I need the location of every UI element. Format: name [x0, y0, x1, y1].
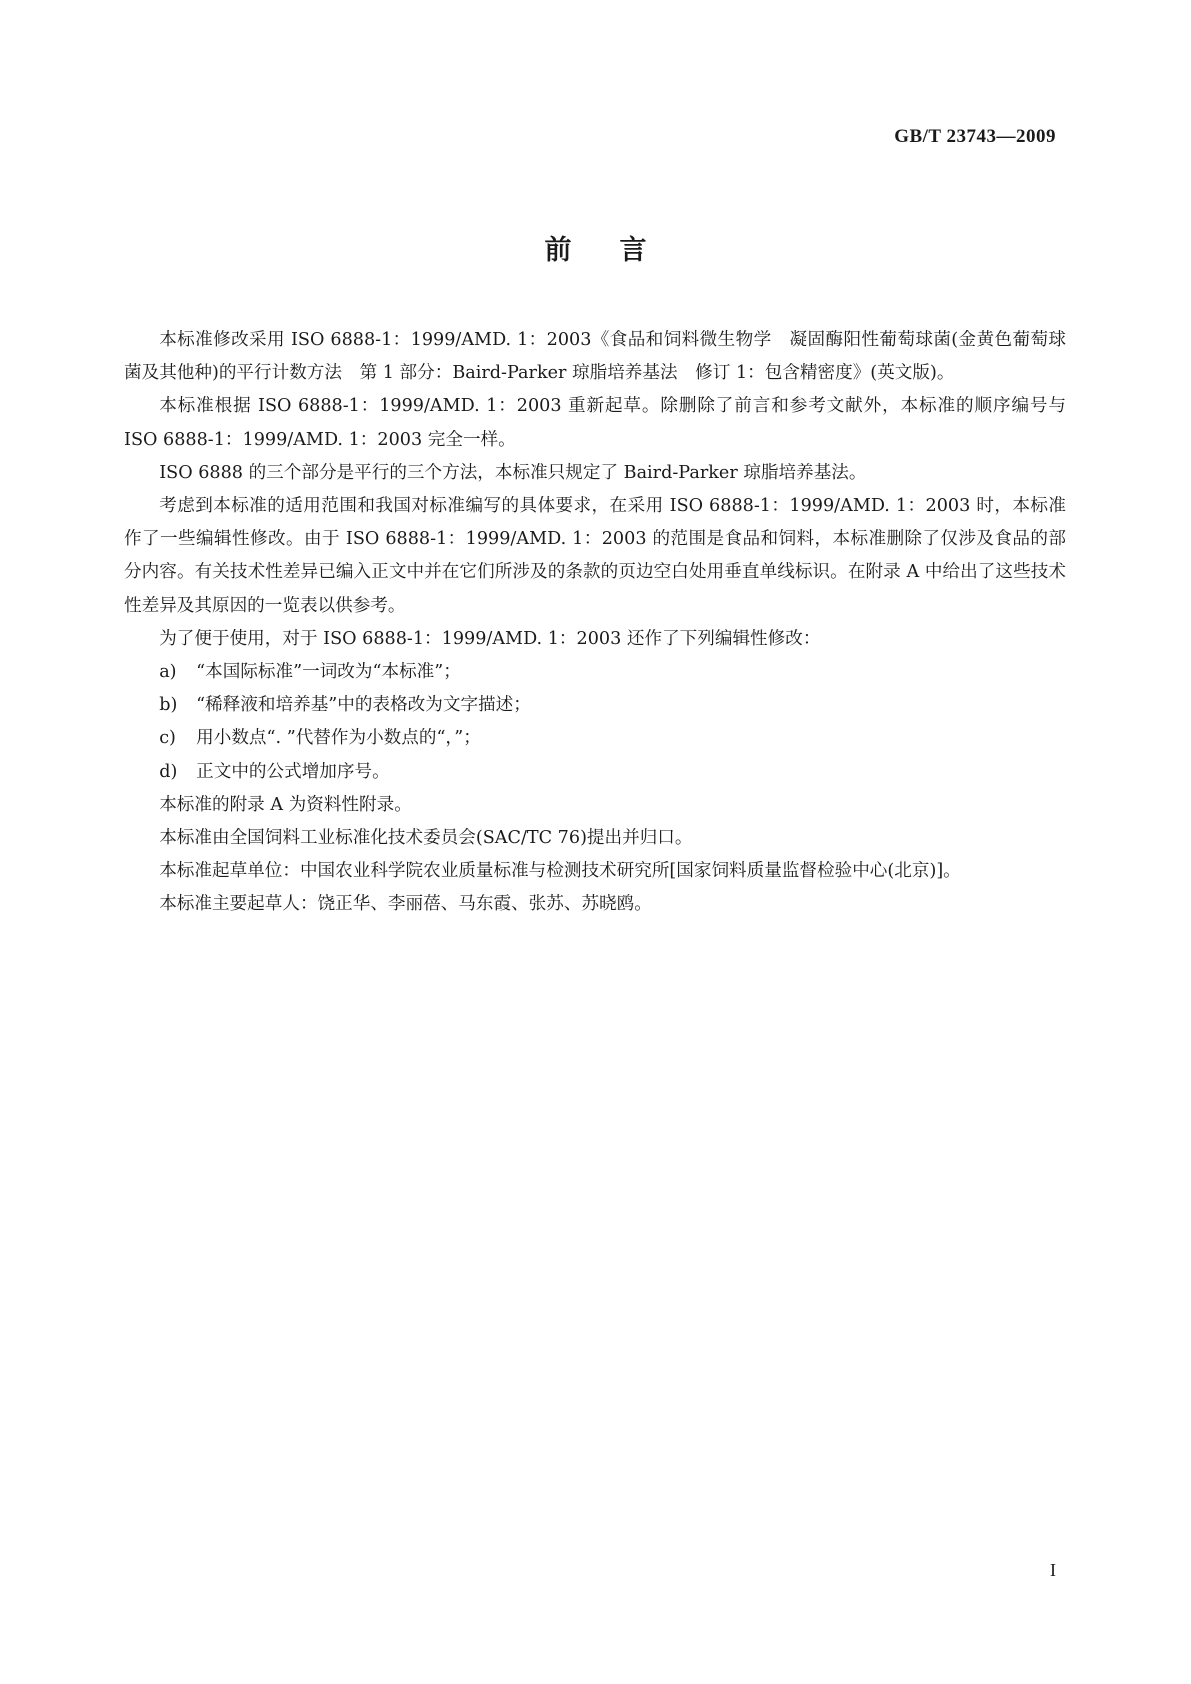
foreword-body — [124, 324, 1066, 922]
list-item-text: 用小数点“. ”代替作为小数点的“，”； — [196, 728, 481, 749]
list-item — [124, 689, 1066, 722]
page-title: 前言 — [544, 235, 695, 266]
list-item-text: “稀释液和培养基”中的表格改为文字描述； — [196, 695, 531, 716]
paragraph-parts: ISO 6888 的三个部分是平行的三个方法，本标准只规定了 Baird-Parker 琼脂培养基法。 — [159, 462, 867, 483]
list-marker: a) — [159, 662, 177, 683]
list-item — [124, 722, 1066, 755]
list-item-text: “本国际标准”一词改为“本标准”； — [196, 662, 461, 683]
paragraph-redrafting: 本标准根据 ISO 6888-1：1999/AMD. 1：2003 重新起草。除删除了前言和参考文献外，本标准的顺序编号与 ISO 6888-1：1999/AMD. 1：2003 完全一样。 — [124, 396, 1066, 450]
list-item-text: 正文中的公式增加序号。 — [196, 761, 390, 782]
paragraph-drafters: 本标准主要起草人：饶正华、李丽蓓、马东霞、张苏、苏晓鸥。 — [159, 894, 652, 915]
standard-number: GB/T 23743—2009 — [894, 126, 1056, 147]
list-item — [124, 756, 1066, 789]
list-marker: c) — [159, 728, 176, 749]
paragraph-proposer: 本标准由全国饲料工业标准化技术委员会(SAC/TC 76)提出并归口。 — [159, 828, 693, 849]
paragraph-editorial-intro: 为了便于使用，对于 ISO 6888-1：1999/AMD. 1：2003 还作了下列编辑性修改： — [159, 628, 821, 649]
list-marker: d) — [159, 761, 178, 782]
paragraph-appendix: 本标准的附录 A 为资料性附录。 — [159, 794, 412, 815]
paragraph-modifications: 考虑到本标准的适用范围和我国对标准编写的具体要求，在采用 ISO 6888-1：1999/AMD. 1：2003 时，本标准作了一些编辑性修改。由于 ISO 6888-1：1999/AMD. 1：2003 的范围是食品和饲料，本标准删除了仅涉及食品的部分内容。有关技术性差异已编入正文中并在它们所涉及的条款的页边空白处用垂直单线标识。在附录 A 中给出了这些技术性差异及其原因的一览表以供参考。 — [124, 496, 1066, 616]
paragraph-adoption: 本标准修改采用 ISO 6888-1：1999/AMD. 1：2003《食品和饲料微生物学 凝固酶阳性葡萄球菌(金黄色葡萄球菌及其他种)的平行计数方法 第 1 部分：Baird-Parker 琼脂培养基法 修订 1：包含精密度》(英文版)。 — [124, 330, 1066, 384]
page-number: I — [1050, 1560, 1056, 1580]
list-marker: b) — [159, 695, 178, 716]
list-item — [124, 656, 1066, 689]
paragraph-drafting-unit: 本标准起草单位：中国农业科学院农业质量标准与检测技术研究所[国家饲料质量监督检验中心(北京)]。 — [159, 861, 961, 882]
